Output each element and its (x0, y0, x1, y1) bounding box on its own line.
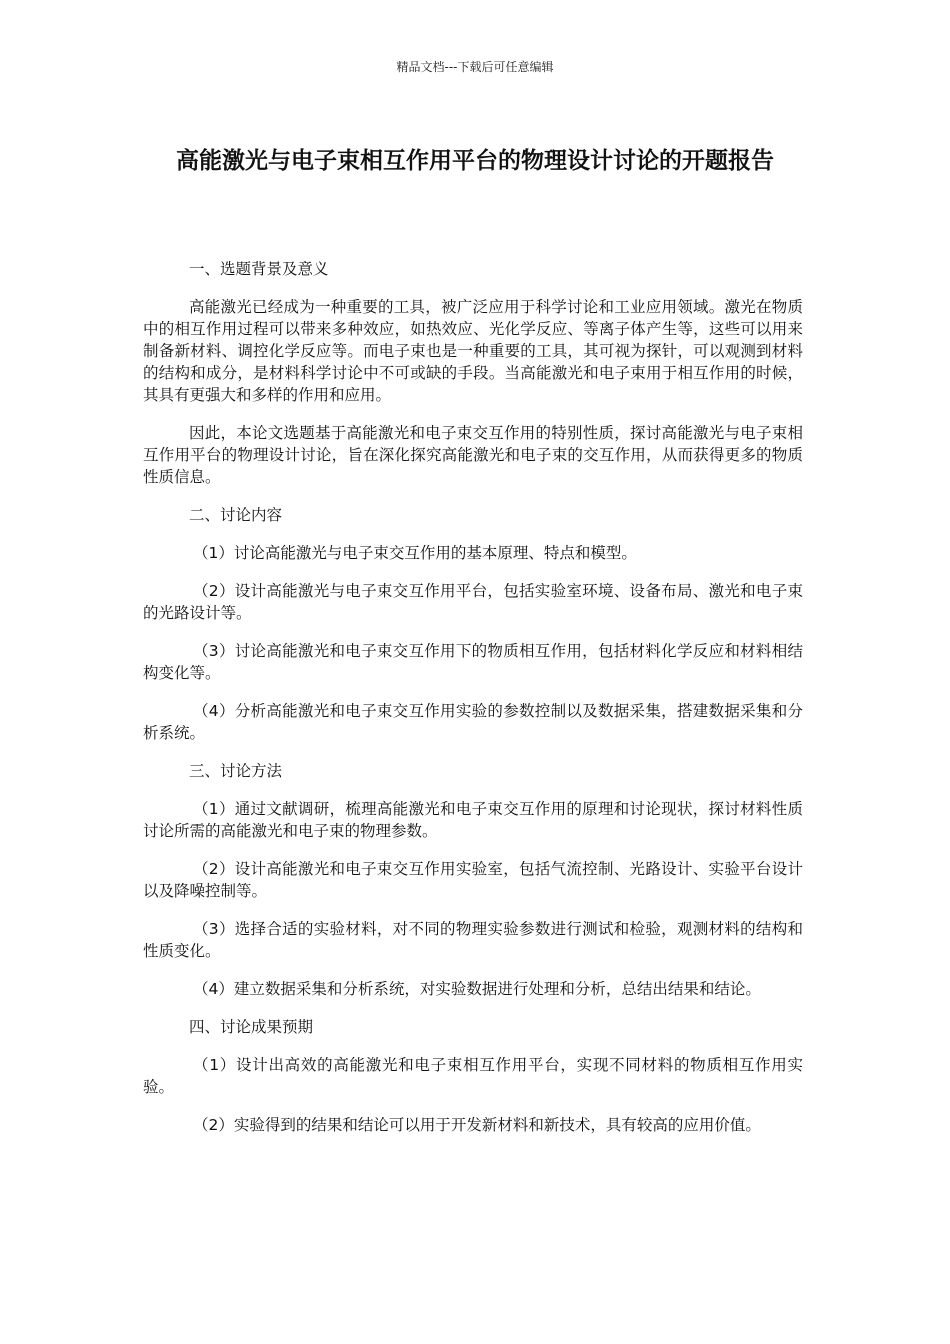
section-heading-background: 一、选题背景及意义 (189, 260, 329, 278)
section-heading-outcomes: 四、讨论成果预期 (189, 1018, 314, 1036)
document-body (143, 258, 803, 1152)
content-item: （3）讨论高能激光和电子束交互作用下的物质相互作用，包括材料化学反应和材料相结构变化等。 (143, 642, 803, 682)
outcomes-item: （2）实验得到的结果和结论可以用于开发新材料和新技术，具有较高的应用价值。 (193, 1116, 761, 1134)
content-item: （4）分析高能激光和电子束交互作用实验的参数控制以及数据采集，搭建数据采集和分析系统。 (143, 702, 803, 742)
methods-item: （4）建立数据采集和分析系统，对实验数据进行处理和分析，总结出结果和结论。 (193, 980, 761, 998)
header-note: 精品文档---下载后可任意编辑 (396, 60, 554, 74)
methods-item: （3）选择合适的实验材料，对不同的物理实验参数进行测试和检验，观测材料的结构和性质变化。 (143, 920, 803, 960)
background-paragraph-1: 高能激光已经成为一种重要的工具，被广泛应用于科学讨论和工业应用领域。激光在物质中的相互作用过程可以带来多种效应，如热效应、光化学反应、等离子体产生等，这些可以用来制备新材料、调控化学反应等。而电子束也是一种重要的工具，其可视为探针，可以观测到材料的结构和成分，是材料科学讨论中不可或缺的手段。当高能激光和电子束用于相互作用的时候，其具有更强大和多样的作用和应用。 (143, 298, 803, 404)
content-item: （2）设计高能激光与电子束交互作用平台，包括实验室环境、设备布局、激光和电子束的光路设计等。 (143, 582, 803, 622)
document-title: 高能激光与电子束相互作用平台的物理设计讨论的开题报告 (176, 148, 774, 174)
outcomes-item: （1）设计出高效的高能激光和电子束相互作用平台，实现不同材料的物质相互作用实验。 (143, 1056, 803, 1096)
content-item: （1）讨论高能激光与电子束交互作用的基本原理、特点和模型。 (193, 544, 637, 562)
methods-item: （1）通过文献调研，梳理高能激光和电子束交互作用的原理和讨论现状，探讨材料性质讨论所需的高能激光和电子束的物理参数。 (143, 800, 803, 840)
section-heading-content: 二、讨论内容 (189, 506, 283, 524)
section-heading-methods: 三、讨论方法 (189, 762, 283, 780)
methods-item: （2）设计高能激光和电子束交互作用实验室，包括气流控制、光路设计、实验平台设计以及降噪控制等。 (143, 860, 803, 900)
background-paragraph-2: 因此，本论文选题基于高能激光和电子束交互作用的特别性质，探讨高能激光与电子束相互作用平台的物理设计讨论，旨在深化探究高能激光和电子束的交互作用，从而获得更多的物质性质信息。 (143, 424, 803, 486)
